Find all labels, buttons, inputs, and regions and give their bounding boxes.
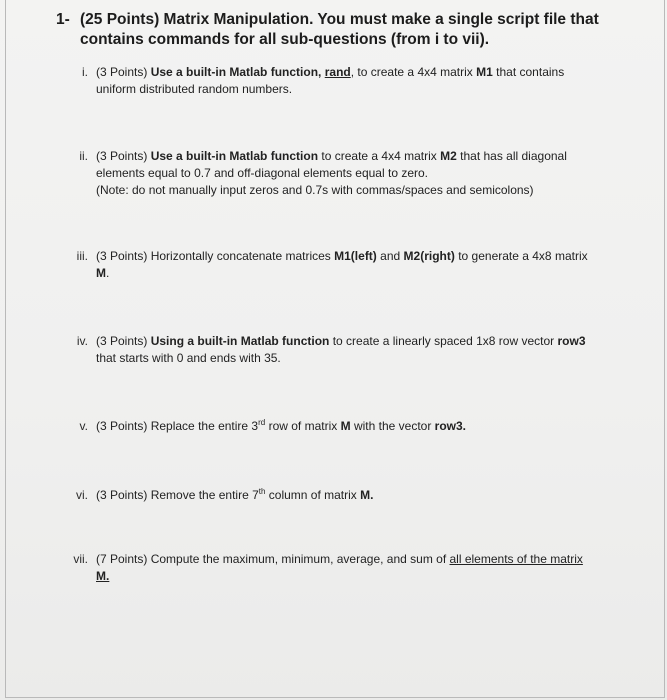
subquestion-numeral: vii.	[73, 552, 88, 566]
underlined-text: all elements of the matrix	[449, 552, 583, 566]
bold-instruction: Use a built-in Matlab function,	[150, 65, 322, 79]
subquestion-v	[58, 418, 598, 435]
subquestion-numeral: iv.	[76, 334, 88, 348]
text-segment: Horizontally concatenate matrices	[150, 249, 331, 263]
text-segment: that starts with 0 and ends with 35.	[96, 351, 281, 365]
note-text: (Note: do not manually input zeros and 0.7s with commas/spaces and semicolons)	[96, 183, 534, 197]
subquestion-iv	[58, 333, 598, 367]
subquestion-numeral: i.	[82, 65, 88, 79]
text-segment: to create a 4x4 matrix	[321, 149, 437, 163]
subquestion-text	[96, 418, 598, 435]
text-segment: Remove the entire 7	[150, 488, 259, 502]
ordinal-suffix: th	[258, 487, 266, 496]
bold-instruction: Using a built-in Matlab function	[150, 334, 330, 348]
subquestion-i	[58, 64, 598, 98]
points-label: (3 Points)	[96, 419, 148, 433]
subquestion-numeral: iii.	[76, 249, 88, 263]
variable-name: M1(left)	[334, 249, 377, 263]
points-label: (3 Points)	[96, 149, 148, 163]
question-title: (25 Points) Matrix Manipulation. You must make a single script file that contains commands for all sub-questions (from i to vii).	[80, 11, 599, 48]
subquestion-numeral: v.	[79, 419, 88, 433]
subquestion-text	[96, 487, 598, 504]
subquestion-numeral: ii.	[79, 149, 88, 163]
subquestion-ii	[58, 148, 598, 199]
text-segment: and	[380, 249, 401, 263]
variable-name: row3.	[434, 419, 467, 433]
text-segment: , to create a 4x4 matrix	[350, 65, 473, 79]
variable-name: M.	[360, 488, 374, 502]
variable-name: M.	[96, 569, 110, 583]
subquestion-text	[96, 333, 598, 367]
bold-instruction: Use a built-in Matlab function	[150, 149, 319, 163]
subquestion-text	[96, 551, 598, 585]
subquestion-text	[96, 64, 598, 98]
text-segment: row of matrix	[268, 419, 338, 433]
points-label: (3 Points)	[96, 334, 148, 348]
text-segment: Replace the entire 3	[150, 419, 259, 433]
text-segment: to create a linearly spaced 1x8 row vector	[332, 334, 555, 348]
question-heading	[56, 10, 636, 50]
text-segment: with the vector	[353, 419, 432, 433]
subquestion-vi	[58, 487, 598, 504]
question-number: 1-	[56, 11, 70, 28]
function-name: rand	[324, 65, 351, 79]
subquestion-text	[96, 148, 598, 199]
text-segment: Compute the maximum, minimum, average, and sum of	[150, 552, 447, 566]
subquestion-text	[96, 248, 598, 282]
subquestion-iii	[58, 248, 598, 282]
variable-name: M2	[440, 149, 457, 163]
variable-name: M1	[476, 65, 493, 79]
variable-name: M	[340, 419, 351, 433]
points-label: (3 Points)	[96, 488, 148, 502]
variable-name: row3	[557, 334, 586, 348]
ordinal-suffix: rd	[258, 418, 266, 427]
text-segment: .	[106, 266, 110, 280]
subquestion-vii	[58, 551, 598, 585]
text-segment: to generate a 4x8 matrix	[458, 249, 588, 263]
text-segment: that has all diagonal elements equal to 0.7 and off-diagonal elements equal to zero.	[96, 149, 567, 180]
points-label: (3 Points)	[96, 249, 148, 263]
points-label: (3 Points)	[96, 65, 148, 79]
text-segment: that contains uniform distributed random numbers.	[96, 65, 565, 96]
subquestion-numeral: vi.	[76, 488, 88, 502]
text-segment: column of matrix	[268, 488, 357, 502]
variable-name: M	[96, 266, 106, 280]
points-label: (7 Points)	[96, 552, 148, 566]
variable-name: M2(right)	[403, 249, 455, 263]
